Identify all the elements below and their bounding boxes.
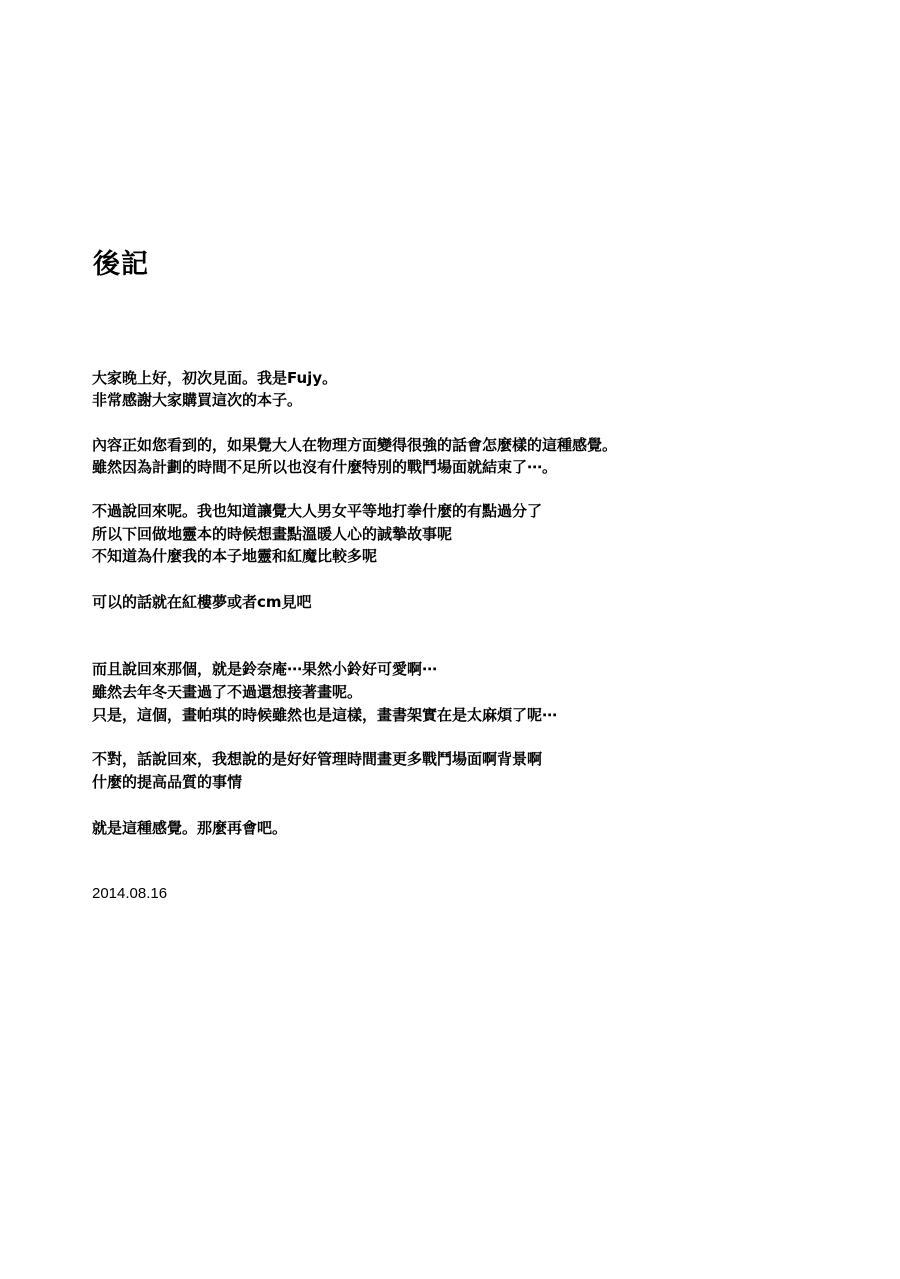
text-line: 雖然去年冬天畫過了不過還想接著畫呢。: [92, 683, 363, 701]
page-title: 後記: [93, 249, 149, 280]
text-line: 而且說回來那個，就是鈴奈庵⋯果然小鈴好可愛啊⋯: [92, 660, 438, 678]
text-line: 內容正如您看到的，如果覺大人在物理方面變得很強的話會怎麼樣的這種感覺。: [92, 436, 618, 454]
text-line: 只是，這個，畫帕琪的時候雖然也是這樣，畫書架實在是太麻煩了呢⋯: [92, 706, 558, 724]
text-line: 不知道為什麼我的本子地靈和紅魔比較多呢: [92, 547, 378, 565]
text-line: 非常感謝大家購買這次的本子。: [92, 391, 303, 409]
text-line: 就是這種感覺。那麼再會吧。: [92, 819, 288, 837]
text-line: 大家晚上好，初次見面。我是Fujy。: [92, 369, 338, 387]
text-line: 雖然因為計劃的時間不足所以也沒有什麼特別的戰鬥場面就結束了⋯。: [92, 458, 558, 476]
text-line: 所以下回做地靈本的時候想畫點溫暖人心的誠摯故事呢: [92, 525, 453, 543]
text-line: 不過說回來呢。我也知道讓覺大人男女平等地打拳什麼的有點過分了: [92, 502, 543, 520]
text-line: 什麼的提高品質的事情: [92, 773, 243, 791]
date-text: 2014.08.16: [92, 885, 168, 902]
text-line: 不對，話說回來，我想說的是好好管理時間畫更多戰鬥場面啊背景啊: [92, 750, 543, 768]
text-line: 可以的話就在紅樓夢或者cm見吧: [92, 593, 312, 611]
